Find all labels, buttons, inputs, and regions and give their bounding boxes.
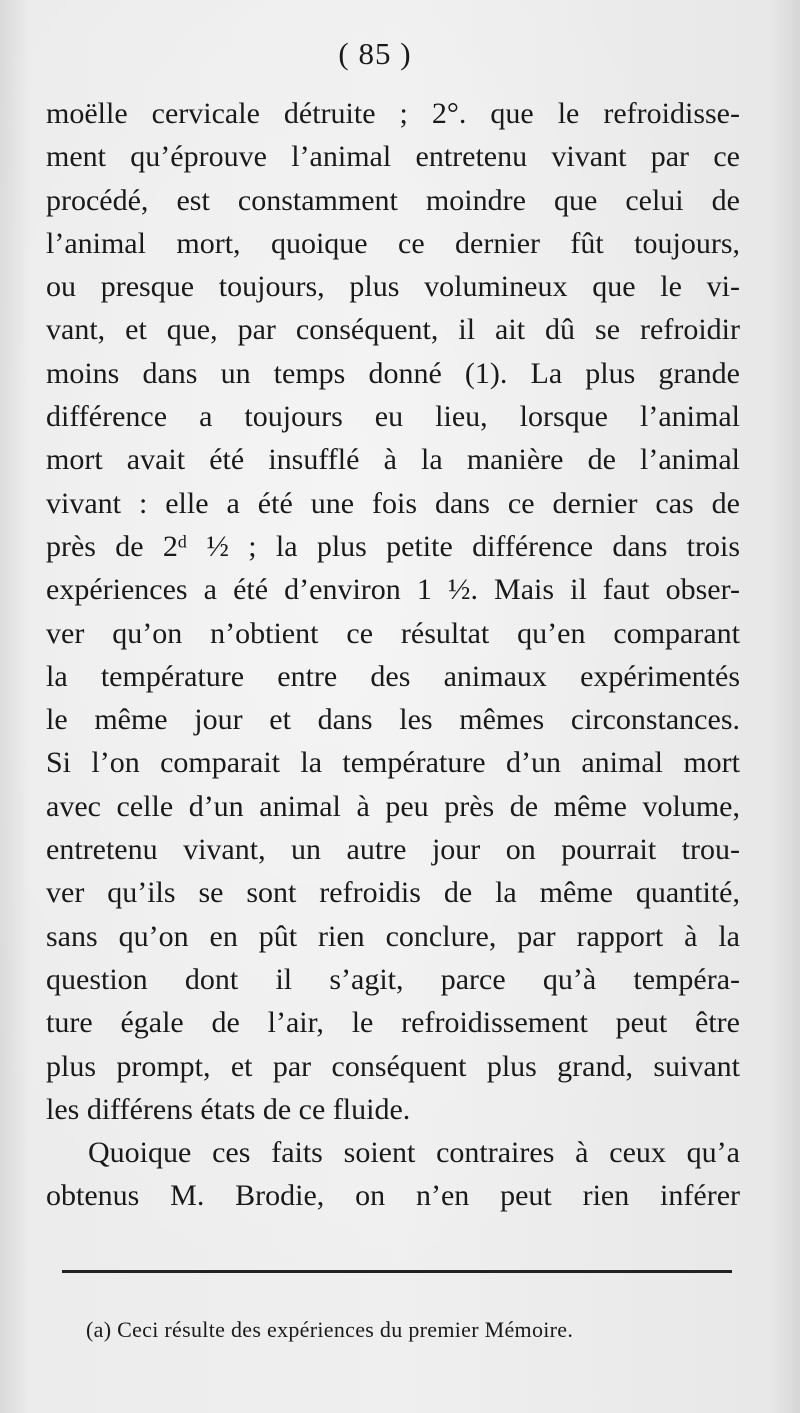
- text-line: ment qu’éprouve l’animal entretenu vivant par ce: [46, 140, 740, 174]
- text-line: question dont il s’agit, parce qu’à tempéra-: [46, 962, 740, 996]
- text-line: obtenus M. Brodie, on n’en peut rien inférer: [46, 1179, 740, 1213]
- text-line: les différens états de ce fluide.: [46, 1092, 411, 1126]
- text-line: le même jour et dans les mêmes circonstances.: [46, 703, 740, 737]
- text-line: vivant : elle a été une fois dans ce dernier cas de: [46, 486, 740, 520]
- text-line: procédé, est constamment moindre que celui de: [46, 183, 740, 217]
- footnote-rule: [62, 1270, 732, 1273]
- page-number: ( 85 ): [338, 36, 412, 71]
- text-line: ver qu’ils se sont refroidis de la même quantité,: [46, 876, 740, 910]
- body-text: [46, 92, 740, 1218]
- text-line: la température entre des animaux expérimentés: [46, 659, 740, 693]
- text-line: moëlle cervicale détruite ; 2°. que le refroidisse-: [46, 97, 740, 130]
- text-line: l’animal mort, quoique ce dernier fût toujours,: [46, 226, 740, 260]
- text-line: expériences a été d’environ 1 ½. Mais il faut obser-: [46, 573, 740, 607]
- text-line: près de 2ᵈ ½ ; la plus petite différence dans trois: [46, 529, 740, 563]
- text-line: mort avait été insufflé à la manière de l’animal: [46, 443, 740, 477]
- text-line: vant, et que, par conséquent, il ait dû se refroidir: [46, 313, 740, 347]
- text-line: ver qu’on n’obtient ce résultat qu’en comparant: [46, 616, 740, 650]
- text-line: Si l’on comparait la température d’un animal mort: [46, 746, 740, 780]
- text-line: moins dans un temps donné (1). La plus grande: [46, 356, 740, 390]
- text-line: sans qu’on en pût rien conclure, par rapport à la: [46, 919, 740, 953]
- text-line: ture égale de l’air, le refroidissement peut être: [46, 1006, 740, 1040]
- text-line: ou presque toujours, plus volumineux que le vi-: [46, 270, 740, 304]
- footnote: (a) Ceci résulte des expériences du premier Mémoire.: [86, 1317, 574, 1342]
- text-line: avec celle d’un animal à peu près de même volume,: [46, 789, 740, 823]
- text-line: entretenu vivant, un autre jour on pourrait trou-: [46, 833, 740, 867]
- text-line: plus prompt, et par conséquent plus grand, suivant: [46, 1049, 740, 1083]
- text-line: différence a toujours eu lieu, lorsque l’animal: [46, 400, 740, 434]
- text-line: Quoique ces faits soient contraires à ceux qu’a: [88, 1136, 740, 1170]
